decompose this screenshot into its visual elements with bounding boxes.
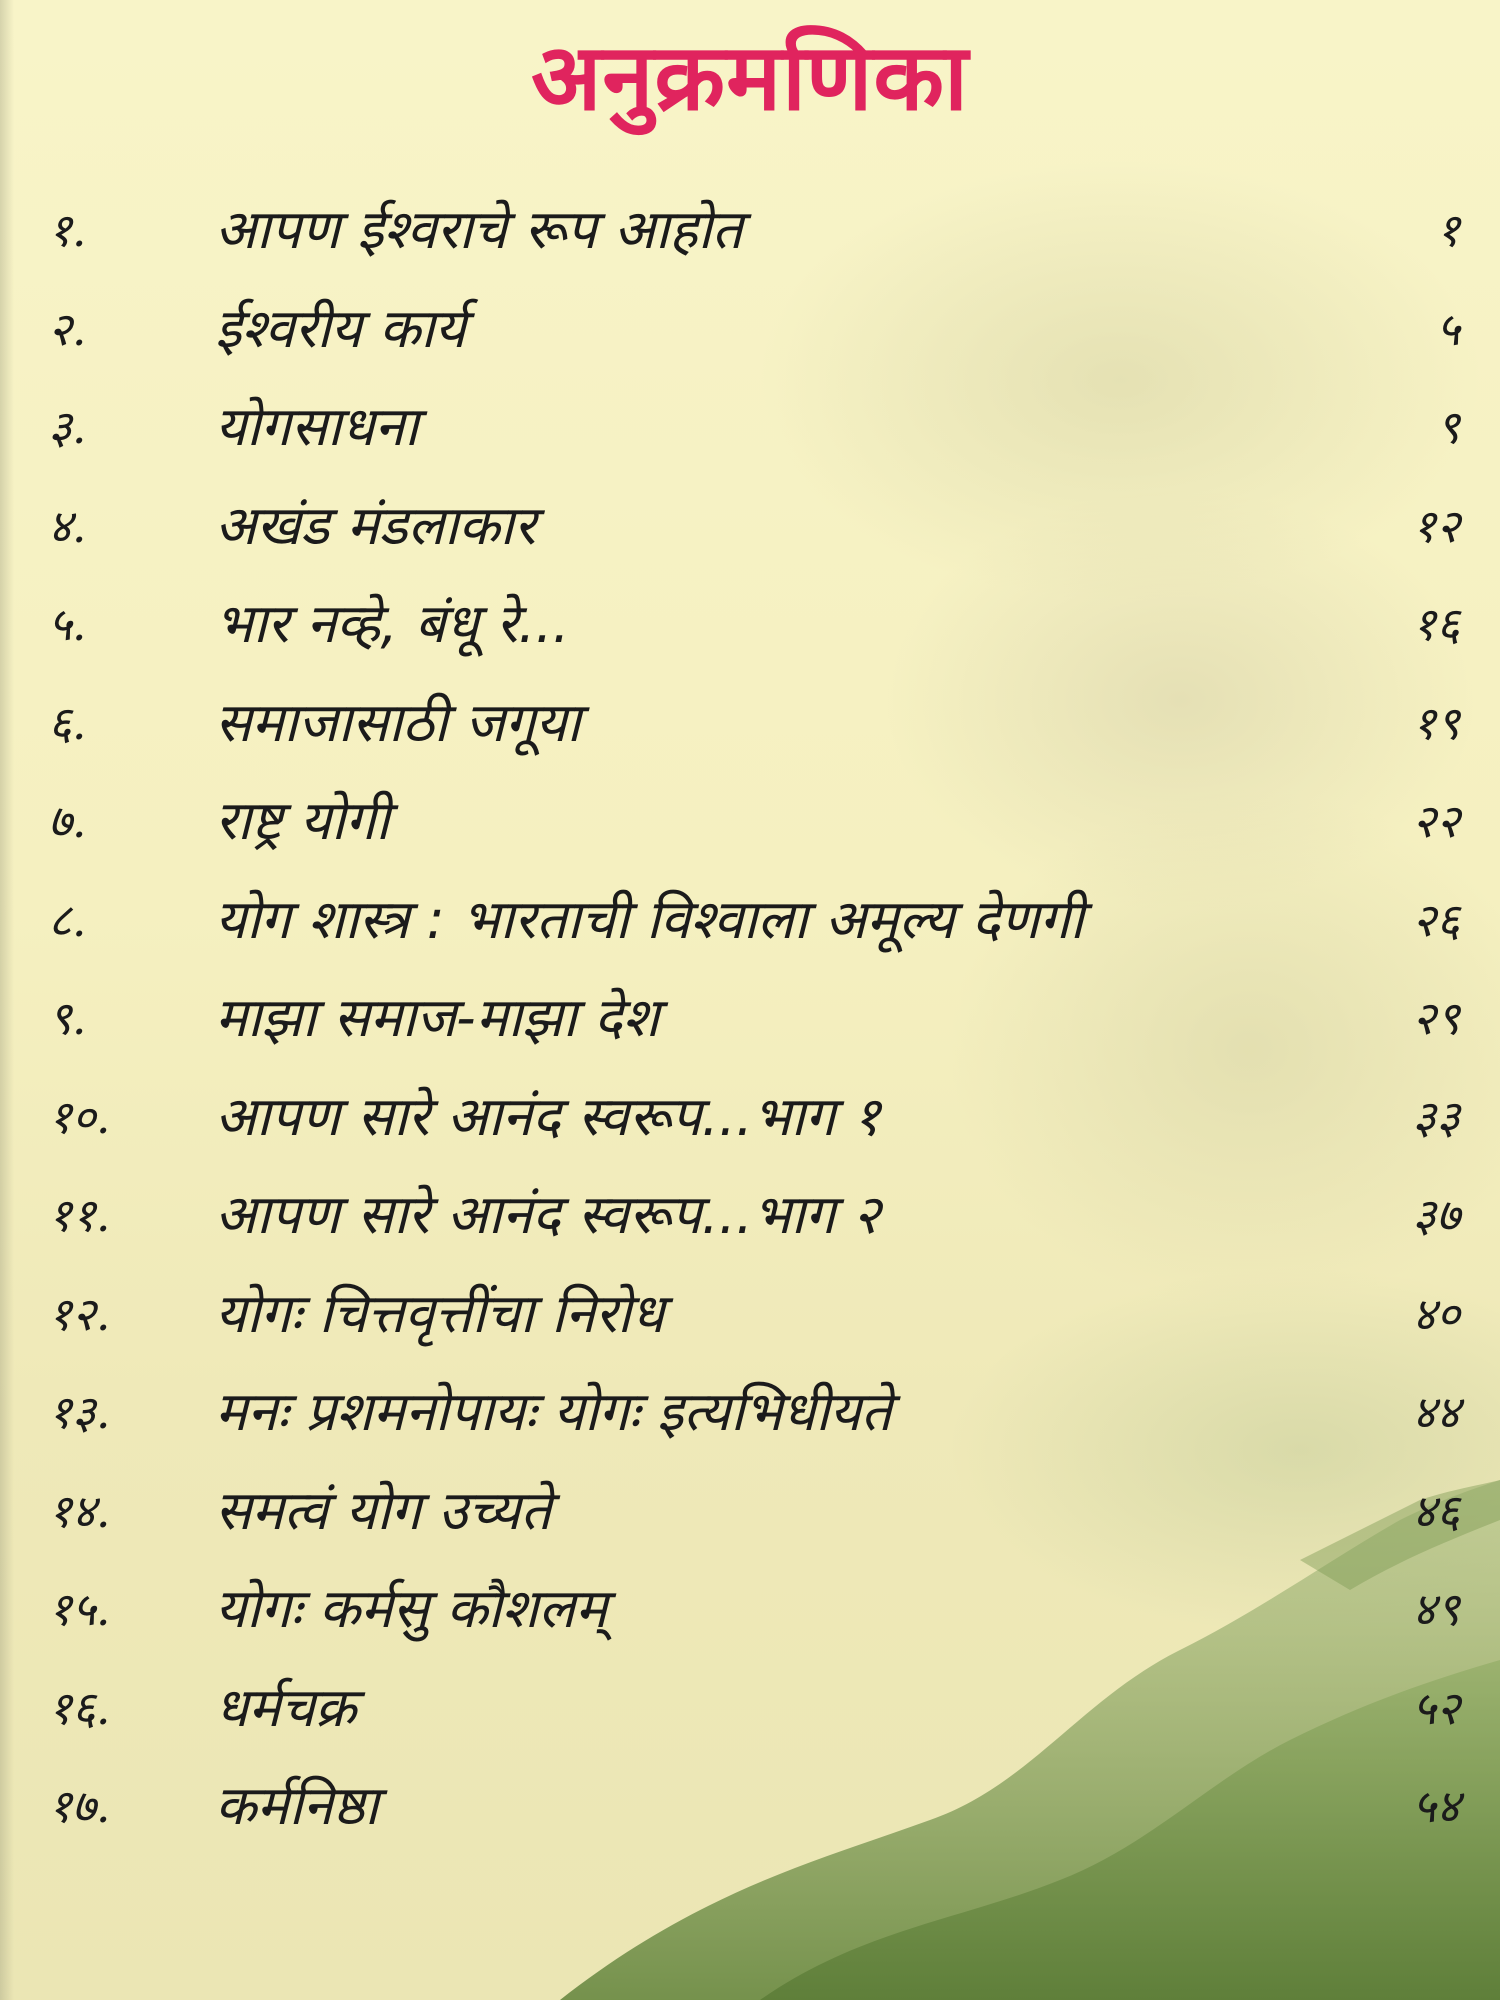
toc-entry bbox=[0, 476, 1500, 576]
toc-entry-page-number: ३७ bbox=[1412, 1188, 1460, 1242]
toc-entry-number: ११. bbox=[48, 1188, 111, 1242]
toc-entry-title: ईश्वरीय कार्य bbox=[215, 296, 466, 360]
toc-entry-number: १४. bbox=[48, 1483, 111, 1538]
toc-entry-page-number: ५ bbox=[1436, 301, 1460, 356]
toc-entry-number: १५. bbox=[48, 1582, 111, 1636]
toc-entry bbox=[0, 1658, 1500, 1758]
toc-entry bbox=[0, 1165, 1500, 1265]
toc-entry bbox=[0, 1067, 1500, 1167]
toc-entry-title: समत्वं योग उच्यते bbox=[215, 1478, 552, 1542]
toc-entry bbox=[0, 180, 1500, 280]
toc-entry-number: १३. bbox=[48, 1385, 111, 1439]
toc-entry-page-number: १९ bbox=[1412, 695, 1460, 750]
toc-entry-number: ३. bbox=[48, 400, 87, 454]
toc-entry-page-number: ३३ bbox=[1412, 1089, 1460, 1144]
toc-entry bbox=[0, 574, 1500, 674]
toc-entry-page-number: ९ bbox=[1436, 400, 1460, 454]
toc-entry-page-number: १२ bbox=[1412, 498, 1460, 553]
toc-entry-number: १२. bbox=[48, 1286, 111, 1341]
toc-entry-title: भार नव्हे, बंधू रे... bbox=[215, 592, 570, 655]
toc-entry-title: योगः चित्तवृत्तींचा निरोध bbox=[215, 1281, 665, 1345]
toc-entry-number: ८. bbox=[48, 892, 87, 947]
toc-entry-page-number: १६ bbox=[1412, 597, 1460, 651]
toc-entry-page-number: २९ bbox=[1412, 991, 1460, 1045]
toc-entry-title: धर्मचक्र bbox=[215, 1675, 357, 1739]
toc-entry bbox=[0, 377, 1500, 477]
toc-entry bbox=[0, 279, 1500, 379]
toc-entry-number: ७. bbox=[48, 794, 87, 848]
toc-entry-title: आपण ईश्वराचे रूप आहोत bbox=[215, 198, 743, 261]
toc-entry bbox=[0, 1559, 1500, 1659]
toc-entry-title: राष्ट्र योगी bbox=[215, 789, 390, 852]
toc-entry bbox=[0, 673, 1500, 773]
toc-entry-number: ५. bbox=[48, 597, 87, 651]
toc-entry-title: योगः कर्मसु कौशलम् bbox=[215, 1577, 608, 1640]
toc-entry-title: योगसाधना bbox=[215, 395, 419, 458]
toc-entry-title: माझा समाज-माझा देश bbox=[215, 986, 660, 1049]
toc-entry-page-number: ४९ bbox=[1412, 1582, 1460, 1636]
toc-entry-title: कर्मनिष्ठा bbox=[215, 1774, 379, 1837]
toc-entry-page-number: ५२ bbox=[1412, 1680, 1460, 1735]
toc-entry bbox=[0, 1264, 1500, 1364]
toc-entry bbox=[0, 870, 1500, 970]
toc-entry-number: १०. bbox=[48, 1089, 111, 1144]
toc-entry-number: १. bbox=[48, 203, 87, 257]
toc-entry-page-number: २२ bbox=[1412, 794, 1460, 848]
toc-entry-number: १७. bbox=[48, 1779, 111, 1833]
toc-entry-title: मनः प्रशमनोपायः योगः इत्यभिधीयते bbox=[215, 1380, 892, 1443]
toc-entry bbox=[0, 1756, 1500, 1856]
toc-entry-title: अखंड मंडलाकार bbox=[215, 493, 536, 557]
toc-entry-title: आपण सारे आनंद स्वरूप...भाग २ bbox=[215, 1183, 881, 1246]
toc-entry bbox=[0, 968, 1500, 1068]
toc-entry bbox=[0, 771, 1500, 871]
page-title: अनुक्रमणिका bbox=[531, 24, 969, 131]
toc-entry-page-number: २६ bbox=[1412, 892, 1460, 947]
toc-entry-page-number: ४४ bbox=[1412, 1385, 1460, 1439]
toc-entry-number: १६. bbox=[48, 1680, 111, 1735]
toc-entry-number: २. bbox=[48, 301, 87, 356]
toc-entry-page-number: १ bbox=[1436, 203, 1460, 257]
toc-entry-title: योग शास्त्र : भारताची विश्वाला अमूल्य देणगी bbox=[215, 887, 1084, 951]
toc-entry-number: ४. bbox=[48, 498, 87, 553]
toc-entry bbox=[0, 1362, 1500, 1462]
toc-entry-page-number: ४६ bbox=[1412, 1483, 1460, 1538]
toc-entry-page-number: ४० bbox=[1412, 1286, 1460, 1341]
toc-entry bbox=[0, 1461, 1500, 1561]
toc-entry-number: ९. bbox=[48, 991, 87, 1045]
toc-entry-title: आपण सारे आनंद स्वरूप...भाग १ bbox=[215, 1084, 881, 1148]
toc-entry-number: ६. bbox=[48, 695, 87, 750]
toc-entry-page-number: ५४ bbox=[1412, 1779, 1460, 1833]
toc-entry-title: समाजासाठी जगूया bbox=[215, 690, 581, 754]
